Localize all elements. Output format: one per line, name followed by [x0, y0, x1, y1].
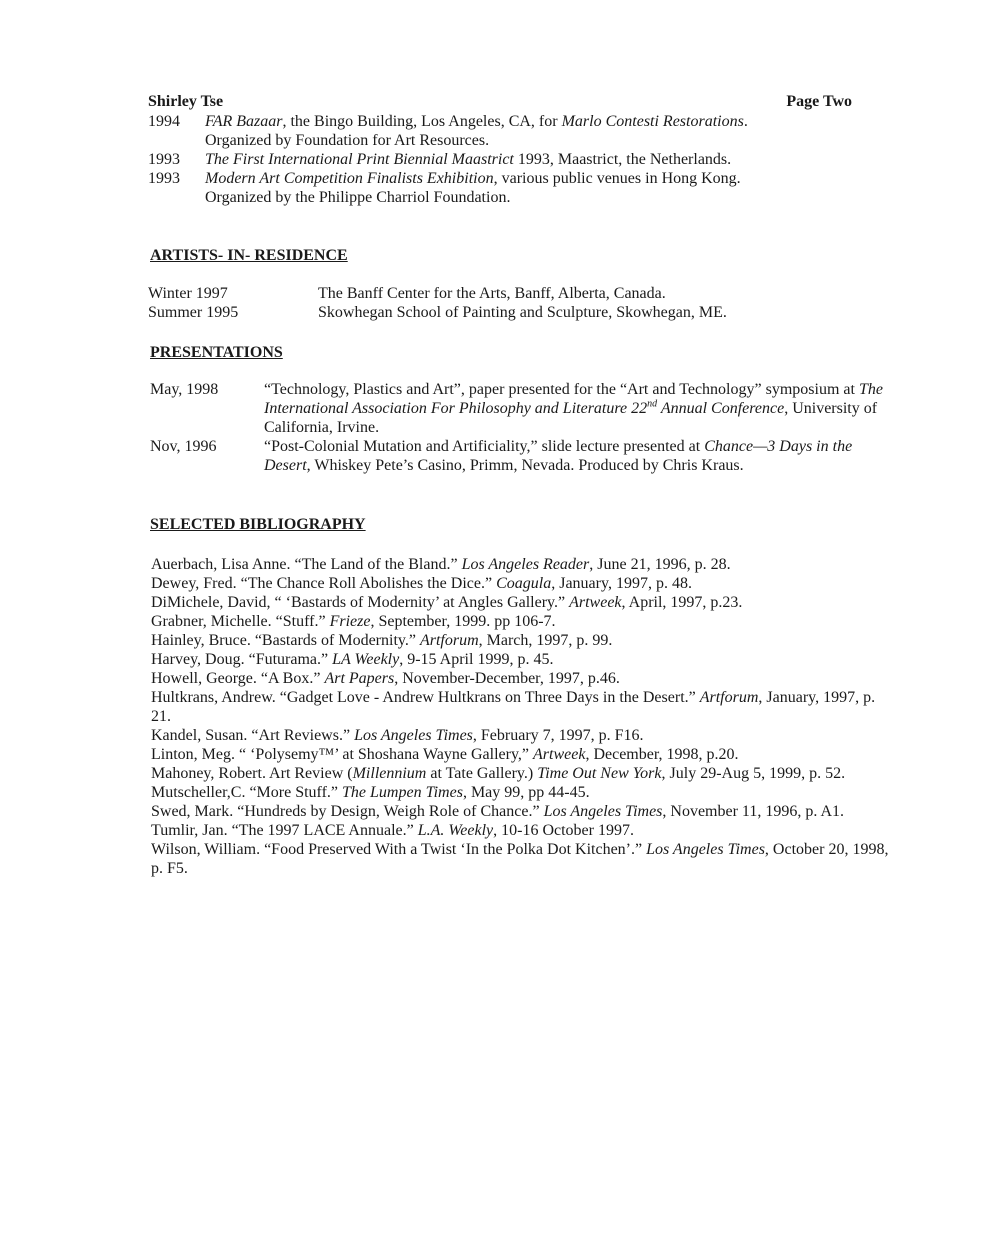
italic-title: Annual Conference — [657, 400, 785, 417]
author-name: Shirley Tse — [148, 93, 224, 110]
residence-place: The Banff Center for the Arts, Banff, Alberta, Canada. — [318, 285, 666, 302]
presentations-list — [150, 380, 890, 475]
residence-heading: ARTISTS- IN- RESIDENCE — [150, 247, 348, 264]
bibliography-entry — [151, 802, 896, 821]
entry-text — [205, 169, 868, 207]
bibliography-entry — [151, 783, 896, 802]
bibliography-entry — [151, 726, 896, 745]
text-run: , April, 1997, p.23. — [621, 594, 743, 611]
page-number: Page Two — [786, 93, 852, 110]
italic-title: Chance—3 Days in the Desert — [264, 438, 853, 474]
italic-title: The Lumpen Times — [342, 784, 463, 801]
entry-text — [205, 112, 868, 150]
exhibition-entry — [148, 112, 868, 150]
text-run: . — [743, 113, 748, 130]
text-run: , January, 1997, p. 48. — [551, 575, 692, 592]
italic-title: Los Angeles Times — [646, 841, 765, 858]
residence-date: Winter 1997 — [148, 285, 228, 302]
residence-list — [148, 284, 878, 322]
text-run: , July 29-Aug 5, 1999, p. 52. — [661, 765, 846, 782]
italic-title: Artforum — [419, 632, 479, 649]
entry-text — [205, 150, 868, 169]
bibliography-entry — [151, 650, 896, 669]
italic-title: Time Out New York — [537, 765, 662, 782]
text-run: , University of California, Irvine. — [264, 400, 878, 436]
text-run: Linton, Meg. “ ‘Polysemy™’ at Shoshana Wayne Gallery,” — [151, 746, 534, 763]
text-run: Harvey, Doug. “Futurama.” — [151, 651, 333, 668]
presentation-date: Nov, 1996 — [150, 438, 217, 455]
italic-title: Modern Art Competition Finalists Exhibition — [205, 170, 494, 187]
bibliography-heading: SELECTED BIBLIOGRAPHY — [150, 516, 366, 533]
exhibition-list — [148, 112, 868, 207]
page-header — [148, 92, 852, 111]
exhibition-entry — [148, 150, 868, 169]
bibliography-entry — [151, 593, 896, 612]
text-run: , September, 1999. pp 106-7. — [370, 613, 556, 630]
residence-entry — [148, 303, 878, 322]
presentation-text — [264, 437, 890, 475]
italic-title: Los Angeles Reader — [461, 556, 590, 573]
italic-title: The First International Print Biennial Maastrict — [205, 151, 514, 168]
text-run: Grabner, Michelle. “Stuff.” — [151, 613, 330, 630]
bibliography-entry — [151, 764, 896, 783]
bibliography-list — [151, 555, 896, 878]
entry-year: 1993 — [148, 151, 180, 168]
residence-date: Summer 1995 — [148, 304, 239, 321]
italic-title: Artforum — [699, 689, 759, 706]
italic-title: Coagula — [496, 575, 552, 592]
italic-title: Art Papers — [324, 670, 395, 687]
bibliography-entry — [151, 840, 896, 878]
italic-title: Los Angeles Times — [354, 727, 473, 744]
text-run: , 10-16 October 1997. — [493, 822, 634, 839]
text-run: Wilson, William. “Food Preserved With a Twist ‘In the Polka Dot Kitchen’.” — [151, 841, 647, 858]
entry-year: 1993 — [148, 170, 180, 187]
text-run: , March, 1997, p. 99. — [478, 632, 613, 649]
text-run: Mutscheller,C. “More Stuff.” — [151, 784, 343, 801]
text-run: “Post-Colonial Mutation and Artificiality,” slide lecture presented at — [264, 438, 705, 455]
bibliography-entry — [151, 631, 896, 650]
text-run: , January, 1997, p. 21. — [151, 689, 876, 725]
italic-title: Artweek — [569, 594, 622, 611]
presentations-heading: PRESENTATIONS — [150, 344, 283, 361]
text-run: , various public venues in Hong Kong. — [493, 170, 741, 187]
presentation-entry — [150, 380, 890, 437]
text-run: Kandel, Susan. “Art Reviews.” — [151, 727, 355, 744]
entry-year: 1994 — [148, 113, 180, 130]
italic-title: The International Association For Philosophy and Literature 22 — [264, 381, 883, 417]
text-run: , June 21, 1996, p. 28. — [589, 556, 731, 573]
text-run: DiMichele, David, “ ‘Bastards of Modernity’ at Angles Gallery.” — [151, 594, 570, 611]
italic-title: L.A. Weekly — [417, 822, 494, 839]
text-run: Dewey, Fred. “The Chance Roll Abolishes the Dice.” — [151, 575, 497, 592]
italic-title: Artweek — [533, 746, 586, 763]
text-run: , May 99, pp 44-45. — [462, 784, 590, 801]
text-run: Hultkrans, Andrew. “Gadget Love - Andrew Hultkrans on Three Days in the Desert.” — [151, 689, 700, 706]
text-run: Hainley, Bruce. “Bastards of Modernity.” — [151, 632, 420, 649]
italic-title: Los Angeles Times — [543, 803, 663, 820]
entry-continuation: Organized by the Philippe Charriol Foundation. — [205, 189, 511, 206]
text-run: , February 7, 1997, p. F16. — [472, 727, 644, 744]
bibliography-entry — [151, 555, 896, 574]
exhibition-entry — [148, 169, 868, 207]
italic-title: LA Weekly — [332, 651, 400, 668]
italic-title: Millennium — [352, 765, 427, 782]
presentation-date: May, 1998 — [150, 381, 219, 398]
text-run: , November-December, 1997, p.46. — [394, 670, 620, 687]
text-run: “Technology, Plastics and Art”, paper presented for the “Art and Technology” symposium at — [264, 381, 859, 398]
italic-title: Frieze — [329, 613, 371, 630]
text-run: , 9-15 April 1999, p. 45. — [399, 651, 554, 668]
bibliography-entry — [151, 688, 896, 726]
residence-place: Skowhegan School of Painting and Sculpture, Skowhegan, ME. — [318, 304, 727, 321]
bibliography-entry — [151, 669, 896, 688]
text-run: 1993, Maastrict, the Netherlands. — [513, 151, 732, 168]
text-run: , December, 1998, p.20. — [585, 746, 739, 763]
text-run: , October 20, 1998, p. F5. — [151, 841, 889, 877]
bibliography-entry — [151, 821, 896, 840]
italic-title: Marlo Contesti Restorations — [561, 113, 744, 130]
superscript: nd — [647, 398, 658, 410]
text-run: Howell, George. “A Box.” — [151, 670, 325, 687]
residence-entry — [148, 284, 878, 303]
text-run: Swed, Mark. “Hundreds by Design, Weigh Role of Chance.” — [151, 803, 544, 820]
presentation-entry — [150, 437, 890, 475]
presentation-text — [264, 380, 890, 437]
bibliography-entry — [151, 574, 896, 593]
text-run: , the Bingo Building, Los Angeles, CA, for — [282, 113, 562, 130]
bibliography-entry — [151, 612, 896, 631]
text-run: , Whiskey Pete’s Casino, Primm, Nevada. Produced by Chris Kraus. — [306, 457, 744, 474]
bibliography-entry — [151, 745, 896, 764]
text-run: Tumlir, Jan. “The 1997 LACE Annuale.” — [151, 822, 418, 839]
text-run: Auerbach, Lisa Anne. “The Land of the Bland.” — [151, 556, 462, 573]
italic-title: FAR Bazaar — [205, 113, 283, 130]
entry-continuation: Organized by Foundation for Art Resources. — [205, 132, 490, 149]
text-run: Mahoney, Robert. Art Review ( — [151, 765, 353, 782]
text-run: at Tate Gallery.) — [426, 765, 538, 782]
text-run: , November 11, 1996, p. A1. — [662, 803, 844, 820]
